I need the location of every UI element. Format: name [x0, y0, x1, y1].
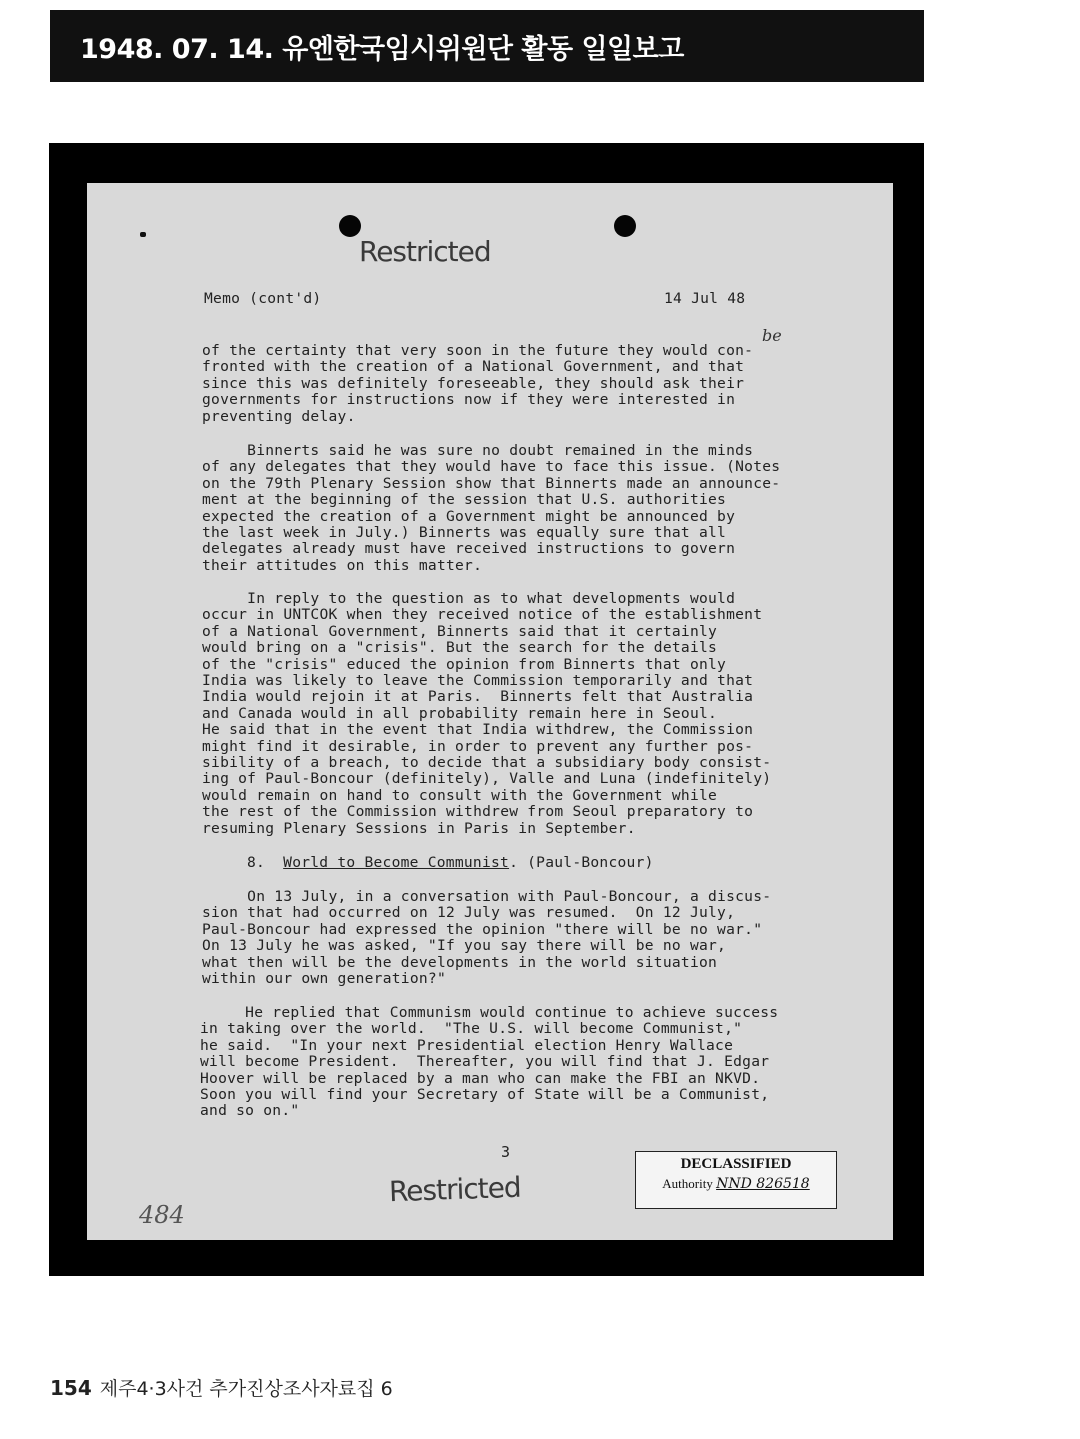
declassified-label: DECLASSIFIED: [680, 1156, 792, 1172]
declassified-stamp: [635, 1151, 837, 1209]
text-line: of the certainty that very soon in the future they would con-: [202, 342, 754, 359]
text-line: what then will be the developments in the world situation: [202, 953, 718, 971]
handwritten-insert: be: [762, 326, 782, 345]
text-line: preventing delay.: [202, 407, 356, 425]
text-line: expected the creation of a Government might be announced by: [202, 507, 736, 525]
text-line: delegates already must have received instructions to govern: [202, 540, 736, 558]
punch-hole-right: [614, 215, 636, 237]
authority-value: NND 826518: [716, 1176, 810, 1192]
text-line: On 13 July, in a conversation with Paul-Boncour, a discus-: [202, 888, 772, 905]
declassified-authority: [636, 1176, 836, 1192]
text-line: within our own generation?": [202, 970, 446, 988]
text-line: ing of Paul-Boncour (definitely), Valle and Luna (indefinitely): [202, 770, 772, 788]
text-line: would remain on hand to consult with the Government while: [202, 786, 718, 804]
text-line: will become President. Thereafter, you will find that J. Edgar: [200, 1053, 770, 1071]
section-heading: [247, 855, 654, 871]
restricted-stamp-bottom: Restricted: [388, 1170, 522, 1209]
text-line: fronted with the creation of a National Government, and that: [202, 358, 745, 376]
text-line: the last week in July.) Binnerts was equally sure that all: [202, 524, 727, 542]
text-line: might find it desirable, in order to prevent any further pos-: [202, 737, 754, 755]
text-line: occur in UNTCOK when they received notice of the establishment: [202, 606, 763, 624]
text-line: On 13 July he was asked, "If you say there will be no war,: [202, 937, 727, 955]
paragraph-3: [202, 591, 771, 837]
text-line: since this was definitely foreseeable, they should ask their: [202, 374, 745, 392]
text-line: Paul-Boncour had expressed the opinion "there will be no war.": [202, 920, 763, 938]
footer-book-title: 제주4·3사건 추가진상조사자료집 6: [99, 1378, 393, 1400]
handwritten-number: 484: [139, 1201, 185, 1229]
text-line: of any delegates that they would have to face this issue. (Notes: [202, 458, 781, 476]
section-title: World to Become Communist: [283, 854, 510, 871]
text-line: and so on.": [200, 1102, 300, 1120]
restricted-stamp-top: Restricted: [359, 235, 491, 268]
text-line: Binnerts said he was sure no doubt remained in the minds: [202, 442, 754, 459]
text-line: sibility of a breach, to decide that a subsidiary body consist-: [202, 754, 772, 772]
page-number: 3: [501, 1143, 511, 1161]
text-line: resuming Plenary Sessions in Paris in September.: [202, 819, 636, 837]
paragraph-2: [202, 443, 780, 574]
text-line: of a National Government, Binnerts said that it certainly: [202, 622, 718, 640]
text-line: sion that had occurred on 12 July was resumed. On 12 July,: [202, 904, 736, 922]
text-line: Hoover will be replaced by a man who can make the FBI an NKVD.: [200, 1069, 761, 1087]
text-line: He said that in the event that India withdrew, the Commission: [202, 721, 754, 739]
text-line: the rest of the Commission withdrew from Seoul preparatory to: [202, 803, 754, 821]
text-line: on the 79th Plenary Session show that Binnerts made an announce-: [202, 474, 781, 492]
memo-date: 14 Jul 48: [664, 290, 746, 307]
text-line: of the "crisis" educed the opinion from Binnerts that only: [202, 655, 727, 673]
authority-label: Authority: [662, 1176, 713, 1191]
text-line: Soon you will find your Secretary of State will be a Communist,: [200, 1086, 770, 1104]
page-footer: [50, 1374, 393, 1401]
text-line: He replied that Communism would continue to achieve success: [200, 1004, 779, 1021]
paragraph-4: [202, 889, 771, 987]
text-line: in taking over the world. "The U.S. will become Communist,": [200, 1020, 743, 1038]
text-line: governments for instructions now if they were interested in: [202, 391, 736, 409]
document-photo: [49, 143, 924, 1276]
speck: [140, 232, 146, 237]
text-line: and Canada would in all probability remain here in Seoul.: [202, 704, 718, 722]
page-title-bar: [50, 10, 924, 82]
page-title: 1948. 07. 14. 유엔한국임시위원단 활동 일일보고: [80, 33, 684, 65]
section-number: 8.: [247, 854, 266, 871]
punch-hole-left: [339, 215, 361, 237]
text-line: would bring on a "crisis". But the search for the details: [202, 639, 718, 657]
footer-page-number: 154: [50, 1376, 92, 1400]
paragraph-5: [200, 1005, 778, 1120]
section-attribution: . (Paul-Boncour): [509, 854, 654, 871]
text-line: ment at the beginning of the session that U.S. authorities: [202, 491, 727, 509]
text-line: India was likely to leave the Commission temporarily and that: [202, 672, 754, 690]
text-line: In reply to the question as to what developments would: [202, 590, 736, 607]
text-line: he said. "In your next Presidential election Henry Wallace: [200, 1036, 734, 1054]
text-line: India would rejoin it at Paris. Binnerts felt that Australia: [202, 688, 754, 706]
text-line: their attitudes on this matter.: [202, 556, 483, 574]
memo-page: [87, 183, 893, 1240]
memo-label: Memo (cont'd): [204, 290, 322, 307]
paragraph-1: [202, 343, 753, 425]
